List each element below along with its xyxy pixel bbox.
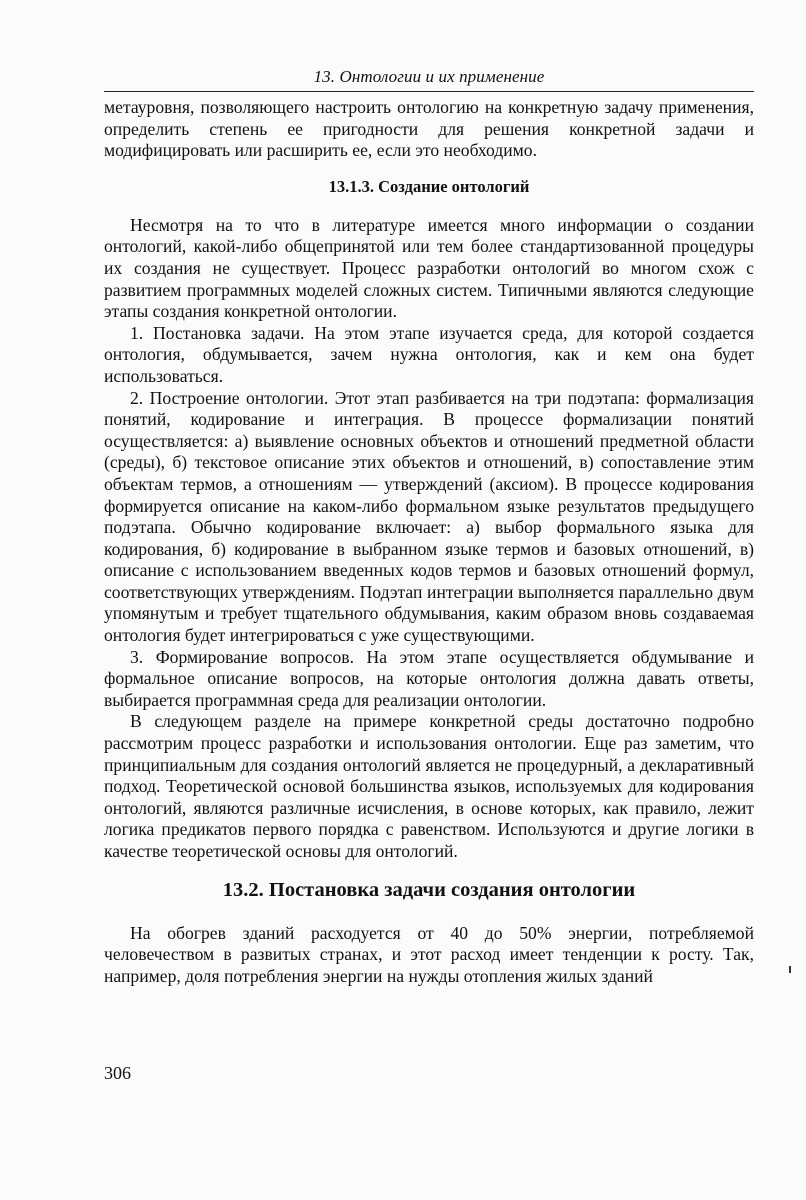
subsection-title: 13.1.3. Создание онтологий [328,176,530,196]
paragraph-step-1: 1. Постановка задачи. На этом этапе изучается среда, для которой создается онтология, обдумывается, зачем нужна онтология, как и кем она будет использоваться. [104,322,754,386]
continued-paragraph: метауровня, позволяющего настроить онтологию на конкретную задачу применения, определить степень ее пригодности для решения конкретной задачи и модифицировать или расширить ее, если это необходимо. [104,97,754,161]
paragraph-intro: Несмотря на то что в литературе имеется много информации о создании онтологий, какой-либо общепринятой или тем более стандартизованной процедуры их создания не существует. Процесс разработки онтологий во многом схож с развитием программных моделей сложных систем. Типичными являются следующие этапы создания конкретной онтологии. [104,214,754,322]
paragraph-section-start: На обогрев зданий расходуется от 40 до 50% энергии, потребляемой человечеством в развитых странах, и этот расход имеет тенденции к росту. Так, например, доля потребления энергии на нужды отопления жилых зданий [104,922,754,986]
running-head: 13. Онтологии и их применение [313,67,545,86]
page-number: 306 [104,1063,131,1083]
section-title: 13.2. Постановка задачи создания онтологии [222,878,636,901]
paragraph-conclusion: В следующем разделе на примере конкретной среды достаточно подробно рассмотрим процесс разработки и использования онтологии. Еще раз заметим, что принципиальным для создания онтологий является не процедурный, а декларативный подход. Теоретической основой большинства языков, используемых для кодирования онтологий, являются различные исчисления, в основе которых, как правило, лежит логика предикатов первого порядка с равенством. Используются и другие логики в качестве теоретической основы для онтологий. [104,711,754,861]
header-rule [104,91,754,92]
paragraph-step-3: 3. Формирование вопросов. На этом этапе осуществляется обдумывание и формальное описание вопросов, на которые онтология должна давать ответы, выбирается программная среда для реализации онтологии. [104,646,754,710]
page-body [104,97,754,987]
scan-speck [789,966,791,973]
paragraph-step-2: 2. Построение онтологии. Этот этап разбивается на три подэтапа: формализация понятий, кодирование и интеграция. В процессе формализации понятий осуществляется: а) выявление основных объектов и отношений предметной области (среды), б) текстовое описание этих объектов и отношений, в) сопоставление этим объектам термов, а отношениям — утверждений (аксиом). В процессе кодирования формируется описание на каком-либо формальном языке результатов предыдущего подэтапа. Обычно кодирование включает: а) выбор формального языка для кодирования, б) кодирование в выбранном языке термов и базовых отношений, в) описание с использованием введенных кодов термов и базовых отношений формул, соответствующих утверждениям. Подэтап интеграции выполняется параллельно двум упомянутым и требует тщательного обдумывания, каким образом вновь создаваемая онтология будет интегрироваться с уже существующими. [104,387,754,646]
